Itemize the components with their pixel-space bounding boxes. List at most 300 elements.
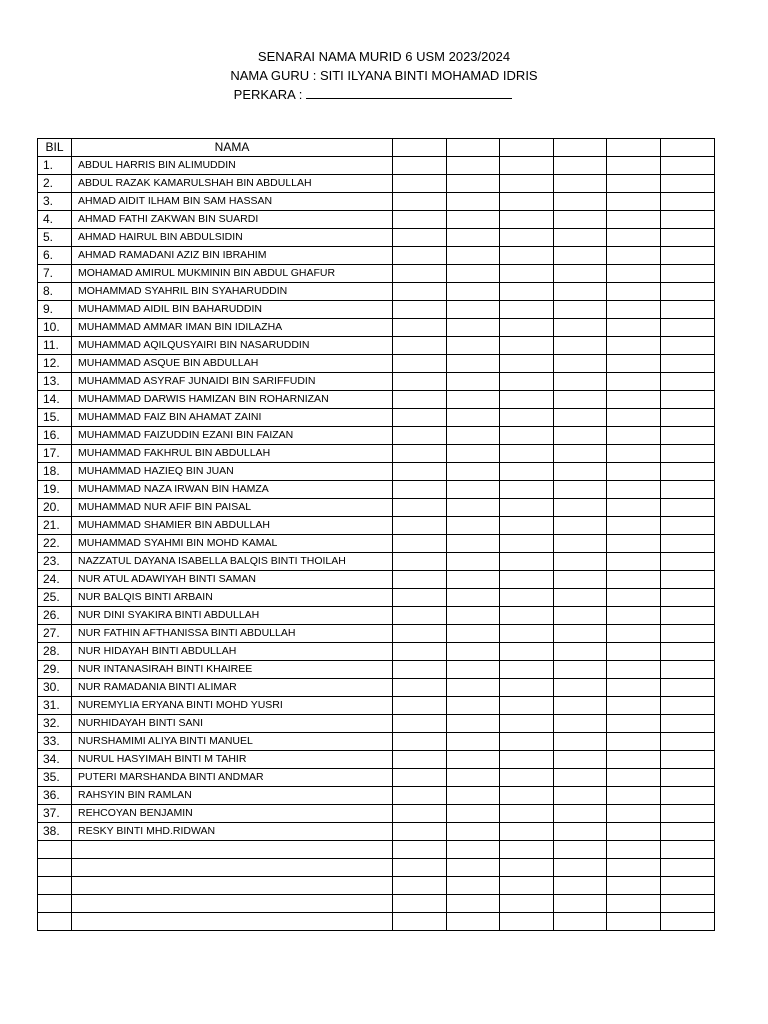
- empty-mark-cell[interactable]: [500, 877, 554, 895]
- empty-mark-cell[interactable]: [500, 499, 554, 517]
- empty-mark-cell[interactable]: [607, 211, 661, 229]
- row-number: 7.: [38, 265, 72, 283]
- table-row: [38, 175, 715, 193]
- row-number: 8.: [38, 283, 72, 301]
- empty-mark-cell[interactable]: [393, 643, 447, 661]
- table-row: [38, 751, 715, 769]
- empty-mark-cell[interactable]: [446, 895, 500, 913]
- empty-mark-cell[interactable]: [446, 157, 500, 175]
- empty-mark-cell[interactable]: [446, 733, 500, 751]
- empty-mark-cell[interactable]: [660, 391, 714, 409]
- empty-mark-cell[interactable]: [500, 697, 554, 715]
- empty-mark-cell[interactable]: [607, 589, 661, 607]
- empty-mark-cell[interactable]: [553, 697, 607, 715]
- empty-mark-cell[interactable]: [607, 715, 661, 733]
- empty-mark-cell[interactable]: [500, 859, 554, 877]
- empty-mark-cell[interactable]: [553, 715, 607, 733]
- column-header-blank: [607, 139, 661, 157]
- empty-mark-cell[interactable]: [660, 553, 714, 571]
- empty-mark-cell[interactable]: [393, 859, 447, 877]
- empty-mark-cell[interactable]: [660, 661, 714, 679]
- empty-mark-cell[interactable]: [553, 445, 607, 463]
- empty-mark-cell[interactable]: [446, 607, 500, 625]
- empty-mark-cell[interactable]: [553, 481, 607, 499]
- empty-mark-cell[interactable]: [660, 589, 714, 607]
- row-number: 36.: [38, 787, 72, 805]
- empty-mark-cell[interactable]: [446, 481, 500, 499]
- empty-mark-cell[interactable]: [660, 319, 714, 337]
- empty-mark-cell[interactable]: [500, 157, 554, 175]
- empty-mark-cell[interactable]: [660, 247, 714, 265]
- empty-mark-cell[interactable]: [446, 175, 500, 193]
- empty-mark-cell[interactable]: [607, 193, 661, 211]
- empty-mark-cell[interactable]: [446, 427, 500, 445]
- empty-mark-cell[interactable]: [553, 283, 607, 301]
- empty-mark-cell[interactable]: [446, 409, 500, 427]
- empty-mark-cell[interactable]: [660, 517, 714, 535]
- empty-mark-cell[interactable]: [446, 229, 500, 247]
- empty-mark-cell[interactable]: [446, 661, 500, 679]
- empty-mark-cell[interactable]: [553, 391, 607, 409]
- empty-mark-cell[interactable]: [500, 193, 554, 211]
- empty-mark-cell[interactable]: [660, 733, 714, 751]
- empty-mark-cell[interactable]: [553, 535, 607, 553]
- row-number: 31.: [38, 697, 72, 715]
- empty-mark-cell[interactable]: [553, 175, 607, 193]
- empty-mark-cell[interactable]: [660, 769, 714, 787]
- empty-mark-cell[interactable]: [393, 787, 447, 805]
- empty-mark-cell[interactable]: [393, 391, 447, 409]
- empty-mark-cell[interactable]: [500, 643, 554, 661]
- row-number: 24.: [38, 571, 72, 589]
- empty-mark-cell[interactable]: [660, 445, 714, 463]
- empty-mark-cell[interactable]: [607, 877, 661, 895]
- empty-mark-cell[interactable]: [393, 409, 447, 427]
- empty-mark-cell[interactable]: [553, 787, 607, 805]
- empty-mark-cell[interactable]: [393, 301, 447, 319]
- empty-mark-cell[interactable]: [607, 571, 661, 589]
- empty-mark-cell[interactable]: [660, 607, 714, 625]
- empty-mark-cell[interactable]: [553, 607, 607, 625]
- table-row: [38, 517, 715, 535]
- empty-mark-cell[interactable]: [607, 481, 661, 499]
- empty-mark-cell[interactable]: [393, 445, 447, 463]
- empty-mark-cell[interactable]: [607, 661, 661, 679]
- empty-mark-cell[interactable]: [660, 877, 714, 895]
- table-row: [38, 427, 715, 445]
- empty-mark-cell[interactable]: [607, 751, 661, 769]
- empty-mark-cell[interactable]: [607, 805, 661, 823]
- empty-mark-cell[interactable]: [607, 175, 661, 193]
- empty-mark-cell[interactable]: [393, 229, 447, 247]
- empty-mark-cell[interactable]: [660, 283, 714, 301]
- empty-mark-cell[interactable]: [607, 409, 661, 427]
- empty-mark-cell[interactable]: [393, 913, 447, 931]
- empty-mark-cell[interactable]: [553, 733, 607, 751]
- empty-mark-cell[interactable]: [500, 427, 554, 445]
- empty-mark-cell[interactable]: [607, 283, 661, 301]
- row-number: 18.: [38, 463, 72, 481]
- table-row: [38, 481, 715, 499]
- empty-mark-cell[interactable]: [500, 247, 554, 265]
- empty-mark-cell[interactable]: [553, 517, 607, 535]
- empty-mark-cell[interactable]: [607, 769, 661, 787]
- empty-mark-cell[interactable]: [660, 229, 714, 247]
- student-roster-table: [37, 138, 715, 931]
- empty-mark-cell[interactable]: [660, 499, 714, 517]
- empty-mark-cell[interactable]: [393, 841, 447, 859]
- empty-mark-cell[interactable]: [553, 373, 607, 391]
- empty-mark-cell[interactable]: [393, 625, 447, 643]
- student-name: MUHAMMAD DARWIS HAMIZAN BIN ROHARNIZAN: [72, 391, 393, 409]
- empty-mark-cell[interactable]: [500, 211, 554, 229]
- student-name: NUR RAMADANIA BINTI ALIMAR: [72, 679, 393, 697]
- empty-mark-cell[interactable]: [553, 805, 607, 823]
- empty-mark-cell[interactable]: [660, 337, 714, 355]
- student-name: MUHAMMAD HAZIEQ BIN JUAN: [72, 463, 393, 481]
- empty-mark-cell[interactable]: [393, 877, 447, 895]
- empty-mark-cell[interactable]: [607, 373, 661, 391]
- empty-mark-cell[interactable]: [393, 337, 447, 355]
- empty-mark-cell[interactable]: [393, 715, 447, 733]
- empty-mark-cell[interactable]: [446, 823, 500, 841]
- empty-mark-cell[interactable]: [393, 319, 447, 337]
- empty-mark-cell[interactable]: [446, 535, 500, 553]
- empty-mark-cell[interactable]: [553, 643, 607, 661]
- empty-mark-cell[interactable]: [500, 391, 554, 409]
- empty-mark-cell[interactable]: [607, 625, 661, 643]
- empty-mark-cell[interactable]: [607, 823, 661, 841]
- empty-mark-cell[interactable]: [500, 913, 554, 931]
- student-name: NUR HIDAYAH BINTI ABDULLAH: [72, 643, 393, 661]
- empty-mark-cell[interactable]: [553, 301, 607, 319]
- empty-mark-cell[interactable]: [607, 301, 661, 319]
- empty-mark-cell[interactable]: [660, 823, 714, 841]
- empty-mark-cell[interactable]: [500, 229, 554, 247]
- empty-mark-cell[interactable]: [553, 823, 607, 841]
- empty-mark-cell[interactable]: [446, 751, 500, 769]
- empty-mark-cell[interactable]: [607, 445, 661, 463]
- empty-mark-cell[interactable]: [393, 463, 447, 481]
- empty-mark-cell[interactable]: [446, 553, 500, 571]
- empty-mark-cell[interactable]: [500, 571, 554, 589]
- student-name: [72, 859, 393, 877]
- student-name: [72, 895, 393, 913]
- empty-mark-cell[interactable]: [393, 661, 447, 679]
- empty-mark-cell[interactable]: [446, 211, 500, 229]
- table-row: [38, 769, 715, 787]
- empty-mark-cell[interactable]: [660, 301, 714, 319]
- empty-mark-cell[interactable]: [393, 355, 447, 373]
- empty-mark-cell[interactable]: [553, 229, 607, 247]
- empty-mark-cell[interactable]: [393, 805, 447, 823]
- empty-mark-cell[interactable]: [446, 319, 500, 337]
- empty-mark-cell[interactable]: [393, 499, 447, 517]
- empty-mark-cell[interactable]: [607, 337, 661, 355]
- empty-mark-cell[interactable]: [607, 535, 661, 553]
- empty-mark-cell[interactable]: [500, 823, 554, 841]
- empty-mark-cell[interactable]: [660, 211, 714, 229]
- empty-mark-cell[interactable]: [660, 427, 714, 445]
- empty-mark-cell[interactable]: [607, 157, 661, 175]
- empty-mark-cell[interactable]: [607, 229, 661, 247]
- empty-mark-cell[interactable]: [500, 715, 554, 733]
- empty-mark-cell[interactable]: [446, 787, 500, 805]
- roster-body: [38, 157, 715, 931]
- empty-mark-cell[interactable]: [607, 913, 661, 931]
- empty-mark-cell[interactable]: [500, 841, 554, 859]
- table-row: [38, 643, 715, 661]
- empty-mark-cell[interactable]: [500, 895, 554, 913]
- empty-mark-cell[interactable]: [500, 283, 554, 301]
- empty-mark-cell[interactable]: [607, 859, 661, 877]
- empty-mark-cell[interactable]: [446, 463, 500, 481]
- empty-mark-cell[interactable]: [393, 517, 447, 535]
- empty-mark-cell[interactable]: [446, 805, 500, 823]
- empty-mark-cell[interactable]: [553, 463, 607, 481]
- student-name: NUR BALQIS BINTI ARBAIN: [72, 589, 393, 607]
- empty-mark-cell[interactable]: [446, 841, 500, 859]
- empty-mark-cell[interactable]: [446, 499, 500, 517]
- student-name: NAZZATUL DAYANA ISABELLA BALQIS BINTI THOILAH: [72, 553, 393, 571]
- empty-mark-cell[interactable]: [660, 805, 714, 823]
- teacher-name: NAMA GURU : SITI ILYANA BINTI MOHAMAD IDRIS: [230, 68, 538, 83]
- empty-mark-cell[interactable]: [393, 571, 447, 589]
- table-row: [38, 589, 715, 607]
- empty-mark-cell[interactable]: [553, 877, 607, 895]
- empty-mark-cell[interactable]: [500, 607, 554, 625]
- empty-mark-cell[interactable]: [553, 625, 607, 643]
- row-number: 26.: [38, 607, 72, 625]
- empty-mark-cell[interactable]: [393, 373, 447, 391]
- empty-mark-cell[interactable]: [607, 265, 661, 283]
- empty-mark-cell[interactable]: [500, 625, 554, 643]
- empty-mark-cell[interactable]: [607, 643, 661, 661]
- empty-mark-cell[interactable]: [500, 373, 554, 391]
- empty-mark-cell[interactable]: [607, 553, 661, 571]
- empty-mark-cell[interactable]: [500, 463, 554, 481]
- empty-mark-cell[interactable]: [446, 715, 500, 733]
- empty-mark-cell[interactable]: [660, 913, 714, 931]
- empty-mark-cell[interactable]: [446, 193, 500, 211]
- empty-mark-cell[interactable]: [393, 193, 447, 211]
- empty-mark-cell[interactable]: [446, 337, 500, 355]
- empty-mark-cell[interactable]: [553, 193, 607, 211]
- empty-mark-cell[interactable]: [660, 841, 714, 859]
- empty-mark-cell[interactable]: [553, 661, 607, 679]
- empty-mark-cell[interactable]: [607, 427, 661, 445]
- empty-mark-cell[interactable]: [446, 391, 500, 409]
- empty-mark-cell[interactable]: [500, 445, 554, 463]
- empty-mark-cell[interactable]: [393, 211, 447, 229]
- empty-mark-cell[interactable]: [500, 355, 554, 373]
- empty-mark-cell[interactable]: [607, 733, 661, 751]
- empty-mark-cell[interactable]: [393, 769, 447, 787]
- empty-mark-cell[interactable]: [607, 895, 661, 913]
- empty-mark-cell[interactable]: [553, 499, 607, 517]
- empty-mark-cell[interactable]: [393, 733, 447, 751]
- empty-mark-cell[interactable]: [553, 211, 607, 229]
- empty-mark-cell[interactable]: [660, 463, 714, 481]
- empty-mark-cell[interactable]: [553, 319, 607, 337]
- empty-mark-cell[interactable]: [393, 697, 447, 715]
- empty-mark-cell[interactable]: [446, 571, 500, 589]
- empty-mark-cell[interactable]: [500, 679, 554, 697]
- empty-mark-cell[interactable]: [446, 301, 500, 319]
- empty-mark-cell[interactable]: [553, 553, 607, 571]
- empty-mark-cell[interactable]: [660, 787, 714, 805]
- empty-mark-cell[interactable]: [607, 679, 661, 697]
- empty-mark-cell[interactable]: [446, 355, 500, 373]
- empty-mark-cell[interactable]: [446, 265, 500, 283]
- empty-mark-cell[interactable]: [446, 625, 500, 643]
- empty-mark-cell[interactable]: [500, 319, 554, 337]
- table-row: [38, 823, 715, 841]
- empty-mark-cell[interactable]: [446, 877, 500, 895]
- empty-mark-cell[interactable]: [607, 499, 661, 517]
- empty-mark-cell[interactable]: [393, 823, 447, 841]
- empty-mark-cell[interactable]: [660, 571, 714, 589]
- empty-mark-cell[interactable]: [393, 157, 447, 175]
- empty-mark-cell[interactable]: [553, 337, 607, 355]
- empty-mark-cell[interactable]: [607, 787, 661, 805]
- empty-mark-cell[interactable]: [393, 607, 447, 625]
- empty-mark-cell[interactable]: [553, 841, 607, 859]
- empty-mark-cell[interactable]: [500, 409, 554, 427]
- empty-mark-cell[interactable]: [446, 589, 500, 607]
- empty-mark-cell[interactable]: [553, 913, 607, 931]
- empty-mark-cell[interactable]: [660, 355, 714, 373]
- student-name: MUHAMMAD ASQUE BIN ABDULLAH: [72, 355, 393, 373]
- empty-mark-cell[interactable]: [553, 859, 607, 877]
- student-name: NUR DINI SYAKIRA BINTI ABDULLAH: [72, 607, 393, 625]
- blank-table-row: [38, 841, 715, 859]
- empty-mark-cell[interactable]: [660, 481, 714, 499]
- empty-mark-cell[interactable]: [393, 535, 447, 553]
- empty-mark-cell[interactable]: [660, 373, 714, 391]
- empty-mark-cell[interactable]: [446, 445, 500, 463]
- empty-mark-cell[interactable]: [553, 751, 607, 769]
- empty-mark-cell[interactable]: [500, 481, 554, 499]
- empty-mark-cell[interactable]: [660, 859, 714, 877]
- empty-mark-cell[interactable]: [393, 751, 447, 769]
- empty-mark-cell[interactable]: [393, 895, 447, 913]
- empty-mark-cell[interactable]: [393, 283, 447, 301]
- empty-mark-cell[interactable]: [607, 841, 661, 859]
- empty-mark-cell[interactable]: [607, 391, 661, 409]
- empty-mark-cell[interactable]: [500, 535, 554, 553]
- empty-mark-cell[interactable]: [446, 697, 500, 715]
- empty-mark-cell[interactable]: [660, 715, 714, 733]
- empty-mark-cell[interactable]: [660, 625, 714, 643]
- empty-mark-cell[interactable]: [393, 481, 447, 499]
- empty-mark-cell[interactable]: [660, 643, 714, 661]
- empty-mark-cell[interactable]: [553, 409, 607, 427]
- empty-mark-cell[interactable]: [446, 643, 500, 661]
- empty-mark-cell[interactable]: [660, 157, 714, 175]
- student-name: MUHAMMAD FAKHRUL BIN ABDULLAH: [72, 445, 393, 463]
- empty-mark-cell[interactable]: [553, 247, 607, 265]
- empty-mark-cell[interactable]: [660, 193, 714, 211]
- empty-mark-cell[interactable]: [553, 427, 607, 445]
- table-row: [38, 211, 715, 229]
- empty-mark-cell[interactable]: [607, 517, 661, 535]
- empty-mark-cell[interactable]: [660, 535, 714, 553]
- empty-mark-cell[interactable]: [553, 571, 607, 589]
- empty-mark-cell[interactable]: [660, 697, 714, 715]
- empty-mark-cell[interactable]: [393, 553, 447, 571]
- perkara-blank-line: [306, 86, 512, 99]
- empty-mark-cell[interactable]: [446, 859, 500, 877]
- empty-mark-cell[interactable]: [553, 265, 607, 283]
- empty-mark-cell[interactable]: [500, 301, 554, 319]
- empty-mark-cell[interactable]: [500, 661, 554, 679]
- empty-mark-cell[interactable]: [660, 895, 714, 913]
- empty-mark-cell[interactable]: [607, 319, 661, 337]
- table-row: [38, 661, 715, 679]
- empty-mark-cell[interactable]: [553, 895, 607, 913]
- empty-mark-cell[interactable]: [446, 373, 500, 391]
- empty-mark-cell[interactable]: [500, 553, 554, 571]
- empty-mark-cell[interactable]: [607, 247, 661, 265]
- row-number: 16.: [38, 427, 72, 445]
- empty-mark-cell[interactable]: [500, 265, 554, 283]
- empty-mark-cell[interactable]: [553, 157, 607, 175]
- row-number: 35.: [38, 769, 72, 787]
- empty-mark-cell[interactable]: [446, 247, 500, 265]
- empty-mark-cell[interactable]: [660, 679, 714, 697]
- empty-mark-cell[interactable]: [393, 427, 447, 445]
- empty-mark-cell[interactable]: [553, 679, 607, 697]
- empty-mark-cell[interactable]: [500, 733, 554, 751]
- empty-mark-cell[interactable]: [393, 175, 447, 193]
- empty-mark-cell[interactable]: [500, 517, 554, 535]
- empty-mark-cell[interactable]: [500, 337, 554, 355]
- empty-mark-cell[interactable]: [446, 913, 500, 931]
- empty-mark-cell[interactable]: [607, 697, 661, 715]
- column-header-bil: BIL: [38, 139, 72, 157]
- empty-mark-cell[interactable]: [446, 517, 500, 535]
- empty-mark-cell[interactable]: [660, 409, 714, 427]
- empty-mark-cell[interactable]: [500, 751, 554, 769]
- empty-mark-cell[interactable]: [660, 265, 714, 283]
- row-number: 25.: [38, 589, 72, 607]
- row-number: 15.: [38, 409, 72, 427]
- empty-mark-cell[interactable]: [446, 679, 500, 697]
- empty-mark-cell[interactable]: [446, 283, 500, 301]
- empty-mark-cell[interactable]: [393, 589, 447, 607]
- empty-mark-cell[interactable]: [500, 589, 554, 607]
- empty-mark-cell[interactable]: [393, 679, 447, 697]
- student-name: MUHAMMAD AQILQUSYAIRI BIN NASARUDDIN: [72, 337, 393, 355]
- empty-mark-cell[interactable]: [607, 607, 661, 625]
- empty-mark-cell[interactable]: [553, 589, 607, 607]
- empty-mark-cell[interactable]: [660, 751, 714, 769]
- empty-mark-cell[interactable]: [393, 265, 447, 283]
- empty-mark-cell[interactable]: [500, 769, 554, 787]
- empty-mark-cell[interactable]: [500, 787, 554, 805]
- empty-mark-cell[interactable]: [500, 175, 554, 193]
- empty-mark-cell[interactable]: [660, 175, 714, 193]
- row-number: [38, 895, 72, 913]
- empty-mark-cell[interactable]: [553, 355, 607, 373]
- empty-mark-cell[interactable]: [553, 769, 607, 787]
- empty-mark-cell[interactable]: [393, 247, 447, 265]
- empty-mark-cell[interactable]: [607, 463, 661, 481]
- empty-mark-cell[interactable]: [446, 769, 500, 787]
- empty-mark-cell[interactable]: [500, 805, 554, 823]
- empty-mark-cell[interactable]: [607, 355, 661, 373]
